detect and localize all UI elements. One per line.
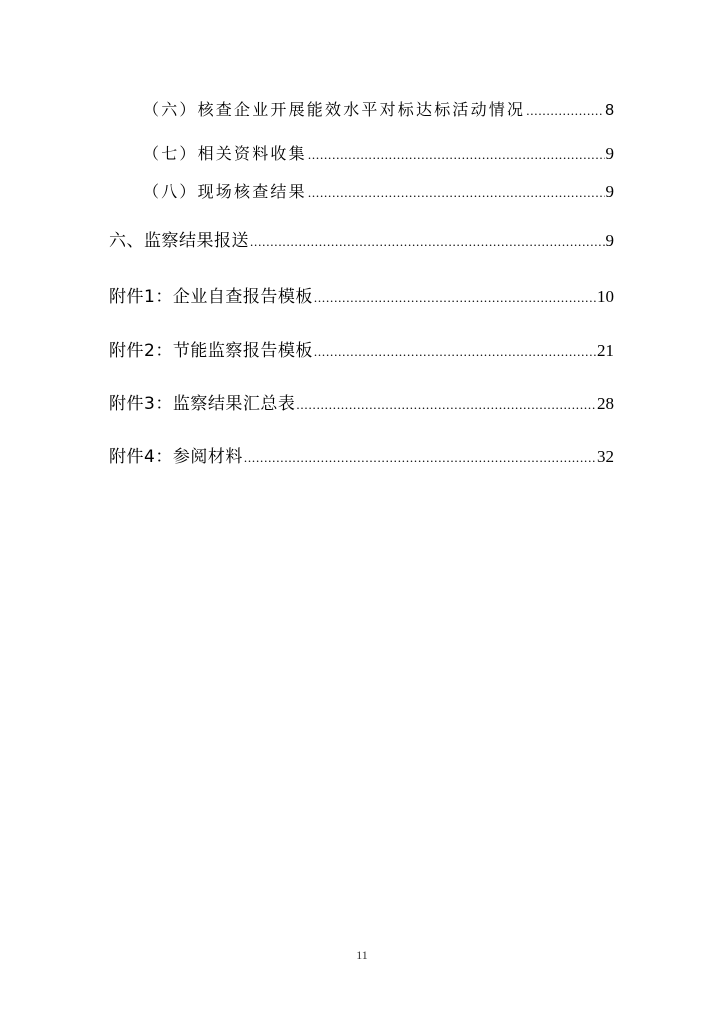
- toc-entry-page: 10: [597, 287, 614, 306]
- toc-entry-8[interactable]: [143, 179, 614, 202]
- toc-dot-leader: [308, 147, 605, 163]
- toc-entry-page: 9: [605, 144, 614, 163]
- toc-dot-leader: [296, 397, 596, 413]
- toc-entry-title: 附件3：监察结果汇总表: [109, 394, 296, 414]
- toc-entry-6[interactable]: [143, 97, 614, 120]
- toc-dot-leader: [244, 450, 596, 466]
- toc-entry-title: （八）现场核查结果: [143, 182, 307, 201]
- toc-entry-page: 21: [597, 341, 614, 360]
- toc-entry-page: 9: [605, 231, 614, 250]
- toc-entry-appendix-3[interactable]: [109, 389, 614, 414]
- toc-entry-page: 28: [597, 394, 614, 413]
- toc-dot-leader: [314, 290, 596, 306]
- toc-entry-appendix-4[interactable]: [109, 442, 614, 467]
- toc-dot-leader: [526, 103, 604, 119]
- toc-entry-title: 附件1：企业自查报告模板: [109, 287, 313, 307]
- toc-entry-title: （六）核查企业开展能效水平对标达标活动情况: [143, 100, 526, 119]
- toc-entry-title: 附件2：节能监察报告模板: [109, 341, 313, 361]
- toc-entry-7[interactable]: [143, 141, 614, 164]
- toc-dot-leader: [308, 185, 605, 201]
- toc-entry-appendix-1[interactable]: [109, 282, 614, 307]
- toc-entry-title: 六、监察结果报送: [109, 231, 249, 251]
- toc-entry-page: 32: [597, 447, 614, 466]
- toc-entry-page: 9: [605, 182, 614, 201]
- page-number: 11: [356, 948, 368, 962]
- toc-dot-leader: [314, 344, 596, 360]
- toc-entry-title: 附件4：参阅材料: [109, 447, 243, 467]
- toc-entry-section-6[interactable]: [109, 226, 614, 251]
- toc-entry-appendix-2[interactable]: [109, 336, 614, 361]
- toc-entry-title: （七）相关资料收集: [143, 144, 307, 163]
- toc-dot-leader: [250, 234, 605, 250]
- toc-entry-page: 8: [605, 102, 614, 119]
